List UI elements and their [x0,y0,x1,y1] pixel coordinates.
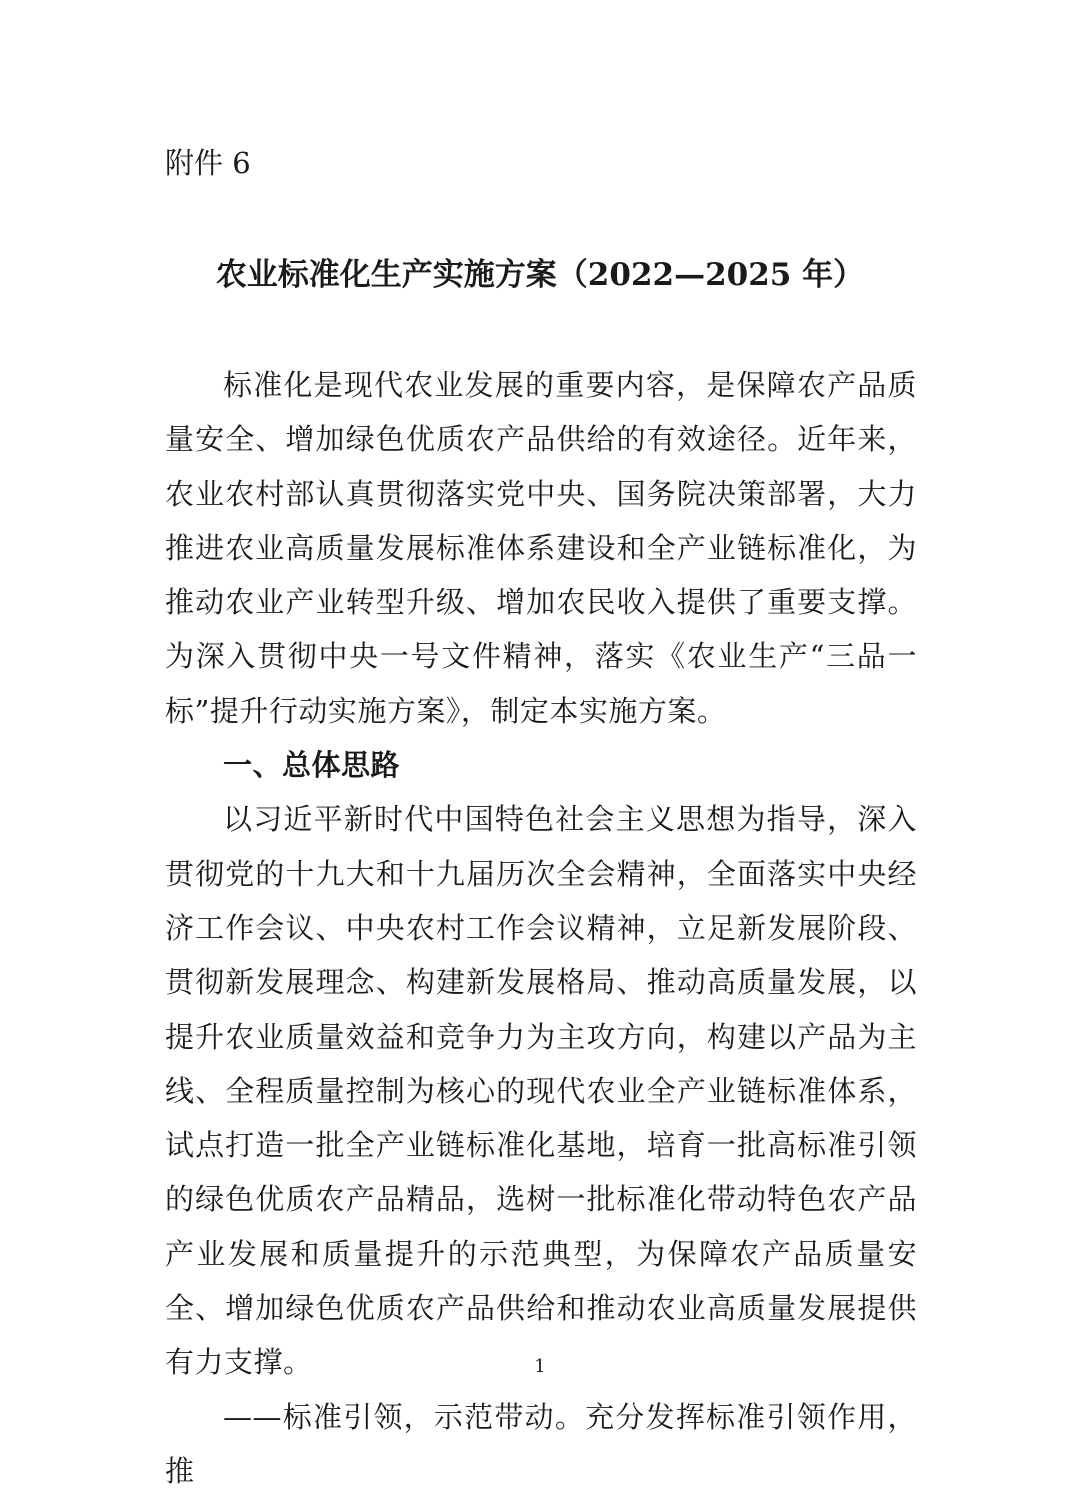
page-number: 1 [534,1356,546,1377]
section-paragraph: 以习近平新时代中国特色社会主义思想为指导，深入贯彻党的十九大和十九届历次全会精神，全面落实中央经济工作会议、中央农村工作会议精神，立足新发展阶段、贯彻新发展理念、构建新发展格局、推动高质量发展，以提升农业质量效益和竞争力为主攻方向，构建以产品为主线、全程质量控制为核心的现代农业全产业链标准体系，试点打造一批全产业链标准化基地，培育一批高标准引领的绿色优质农产品精品，选树一批标准化带动特色农产品产业发展和质量提升的示范典型，为保障农产品质量安全、增加绿色优质农产品供给和推动农业高质量发展提供有力支撑。 [165,802,917,1380]
principle-paragraph [165,1390,917,1498]
document-body [165,358,917,1498]
principle-text: 充分发挥标准引领作用，推 [165,1399,917,1488]
intro-paragraph: 标准化是现代农业发展的重要内容，是保障农产品质量安全、增加绿色优质农产品供给的有效途径。近年来，农业农村部认真贯彻落实党中央、国务院决策部署，大力推进农业高质量发展标准体系建设和全产业链标准化，为推动农业产业转型升级、增加农民收入提供了重要支撑。为深入贯彻中央一号文件精神，落实《农业生产“三品一标”提升行动实施方案》，制定本实施方案。 [165,368,917,728]
document-title: 农业标准化生产实施方案（2022—2025 年） [215,257,865,293]
section-heading: 一、总体思路 [223,748,401,783]
principle-lead: ——标准引领，示范带动。 [223,1399,586,1434]
attachment-label: 附件 6 [165,146,251,180]
